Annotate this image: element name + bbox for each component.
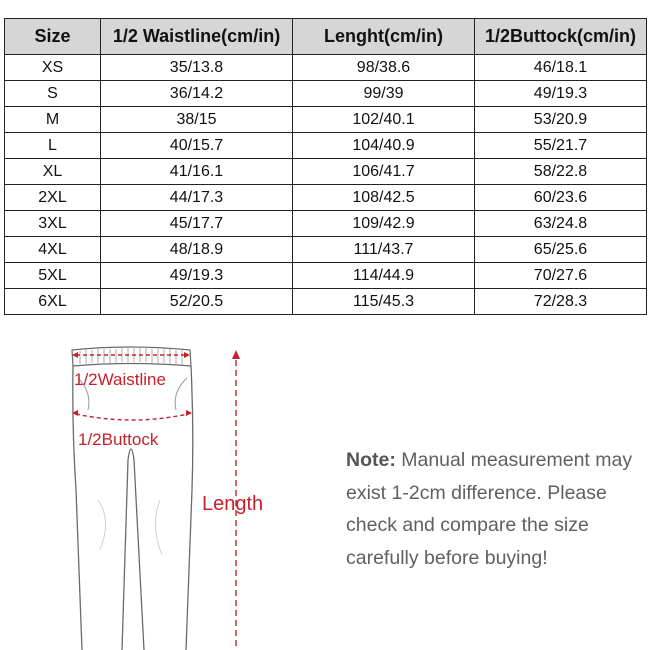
table-row	[5, 237, 647, 263]
cell-size: 4XL	[5, 237, 101, 263]
cell-length: 115/45.3	[293, 289, 475, 315]
cell-waistline: 48/18.9	[101, 237, 293, 263]
length-label: Length	[202, 493, 264, 515]
note-text: Manual measurement may exist 1-2cm difference. Please check and compare the size carefully before buying!	[346, 449, 633, 569]
header-waistline: 1/2 Waistline(cm/in)	[101, 19, 293, 55]
table-header-row	[5, 19, 647, 55]
cell-buttock: 60/23.6	[475, 185, 647, 211]
cell-waistline: 38/15	[101, 107, 293, 133]
table-row	[5, 133, 647, 159]
table-row	[5, 185, 647, 211]
header-length: Lenght(cm/in)	[293, 19, 475, 55]
cell-length: 104/40.9	[293, 133, 475, 159]
measurement-diagram	[0, 330, 650, 650]
header-buttock: 1/2Buttock(cm/in)	[475, 19, 647, 55]
table-row	[5, 55, 647, 81]
size-chart-table	[4, 18, 647, 315]
table-row	[5, 159, 647, 185]
table-row	[5, 289, 647, 315]
table-row	[5, 263, 647, 289]
table-row	[5, 107, 647, 133]
pocket-curve-right	[175, 378, 187, 410]
header-size: Size	[5, 19, 101, 55]
cell-waistline: 41/16.1	[101, 159, 293, 185]
cell-waistline: 52/20.5	[101, 289, 293, 315]
cell-buttock: 58/22.8	[475, 159, 647, 185]
note-title: Note:	[346, 449, 396, 471]
cell-buttock: 72/28.3	[475, 289, 647, 315]
table-row	[5, 81, 647, 107]
cell-size: 6XL	[5, 289, 101, 315]
measurement-note	[346, 444, 646, 574]
cell-buttock: 46/18.1	[475, 55, 647, 81]
waistline-label: 1/2Waistline	[74, 370, 166, 389]
cell-length: 114/44.9	[293, 263, 475, 289]
cell-length: 106/41.7	[293, 159, 475, 185]
buttock-measure-line	[72, 410, 192, 420]
cell-waistline: 44/17.3	[101, 185, 293, 211]
fabric-crease	[155, 500, 162, 555]
cell-size: XL	[5, 159, 101, 185]
cell-waistline: 49/19.3	[101, 263, 293, 289]
cell-waistline: 45/17.7	[101, 211, 293, 237]
cell-size: 3XL	[5, 211, 101, 237]
cell-length: 99/39	[293, 81, 475, 107]
cell-length: 109/42.9	[293, 211, 475, 237]
waistband-outline	[72, 347, 191, 366]
cell-buttock: 63/24.8	[475, 211, 647, 237]
cell-length: 108/42.5	[293, 185, 475, 211]
cell-length: 102/40.1	[293, 107, 475, 133]
cell-buttock: 65/25.6	[475, 237, 647, 263]
table-row	[5, 211, 647, 237]
cell-buttock: 55/21.7	[475, 133, 647, 159]
pants-outline	[73, 366, 193, 650]
cell-size: 2XL	[5, 185, 101, 211]
cell-length: 111/43.7	[293, 237, 475, 263]
cell-size: L	[5, 133, 101, 159]
cell-waistline: 40/15.7	[101, 133, 293, 159]
cell-length: 98/38.6	[293, 55, 475, 81]
cell-buttock: 49/19.3	[475, 81, 647, 107]
buttock-label: 1/2Buttock	[78, 430, 159, 449]
cell-size: M	[5, 107, 101, 133]
cell-buttock: 70/27.6	[475, 263, 647, 289]
cell-waistline: 35/13.8	[101, 55, 293, 81]
cell-size: XS	[5, 55, 101, 81]
fabric-crease	[98, 500, 106, 550]
cell-size: 5XL	[5, 263, 101, 289]
cell-buttock: 53/20.9	[475, 107, 647, 133]
cell-size: S	[5, 81, 101, 107]
cell-waistline: 36/14.2	[101, 81, 293, 107]
